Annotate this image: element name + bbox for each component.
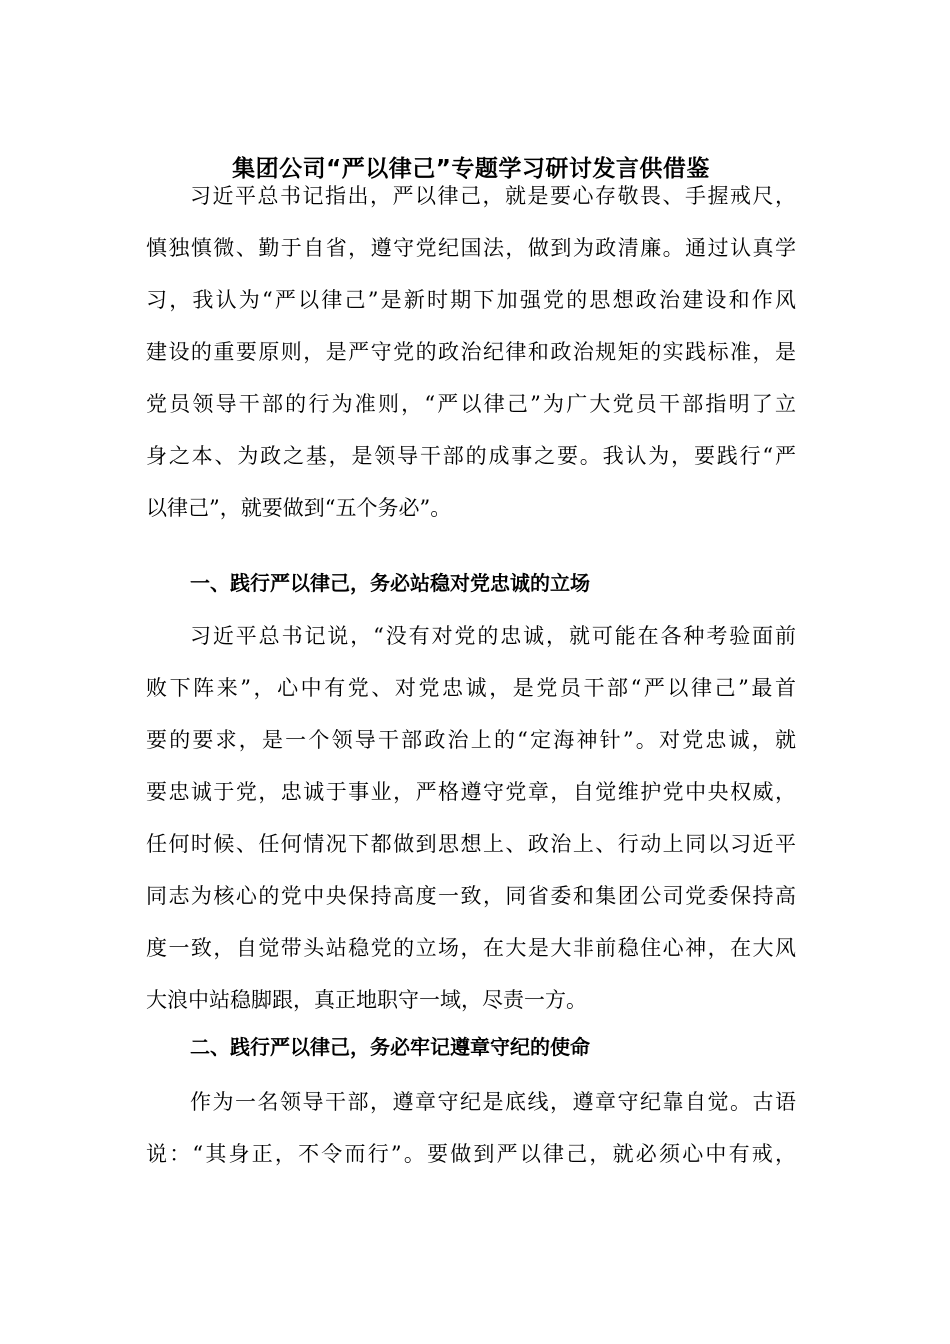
paragraph-line: 习近平总书记指出，严以律己，就是要心存敬畏、手握戒尺， [190,184,796,208]
document-title: 集团公司“严以律己”专题学习研讨发言供借鉴 [232,156,710,182]
paragraph-line: 慎独慎微、勤于自省，遵守党纪国法，做到为政清廉。通过认真学 [146,236,796,260]
paragraph-line: 以律己”，就要做到“五个务必”。 [146,496,452,520]
paragraph-line: 要忠诚于党，忠诚于事业，严格遵守党章，自觉维护党中央权威， [146,780,796,804]
section-2-paragraph [146,1076,796,1180]
section-1-heading: 一、践行严以律己，务必站稳对党忠诚的立场 [190,571,590,595]
paragraph-line: 同志为核心的党中央保持高度一致，同省委和集团公司党委保持高 [146,884,796,908]
paragraph-line: 任何时候、任何情况下都做到思想上、政治上、行动上同以习近平 [146,832,796,856]
section-1-paragraph [146,610,796,1026]
section-2-heading: 二、践行严以律己，务必牢记遵章守纪的使命 [190,1035,590,1059]
paragraph-line: 要的要求，是一个领导干部政治上的“定海神针”。对党忠诚，就 [146,728,796,752]
paragraph-line: 度一致，自觉带头站稳党的立场，在大是大非前稳住心神，在大风 [146,936,796,960]
paragraph-line: 败下阵来”，心中有党、对党忠诚，是党员干部“严以律己”最首 [146,676,796,700]
paragraph-line: 习，我认为“严以律己”是新时期下加强党的思想政治建设和作风 [146,288,796,312]
paragraph-line: 习近平总书记说，“没有对党的忠诚，就可能在各种考验面前 [190,624,796,648]
paragraph-line: 大浪中站稳脚跟，真正地职守一域，尽责一方。 [146,988,587,1012]
paragraph-line: 作为一名领导干部，遵章守纪是底线，遵章守纪靠自觉。古语 [190,1090,796,1114]
paragraph-line: 说：“其身正，不令而行”。要做到严以律己，就必须心中有戒， [146,1142,796,1166]
paragraph-line: 身之本、为政之基，是领导干部的成事之要。我认为，要践行“严 [146,444,796,468]
intro-paragraph [146,170,796,534]
paragraph-line: 党员领导干部的行为准则，“严以律己”为广大党员干部指明了立 [146,392,796,416]
paragraph-line: 建设的重要原则，是严守党的政治纪律和政治规矩的实践标准，是 [146,340,796,364]
